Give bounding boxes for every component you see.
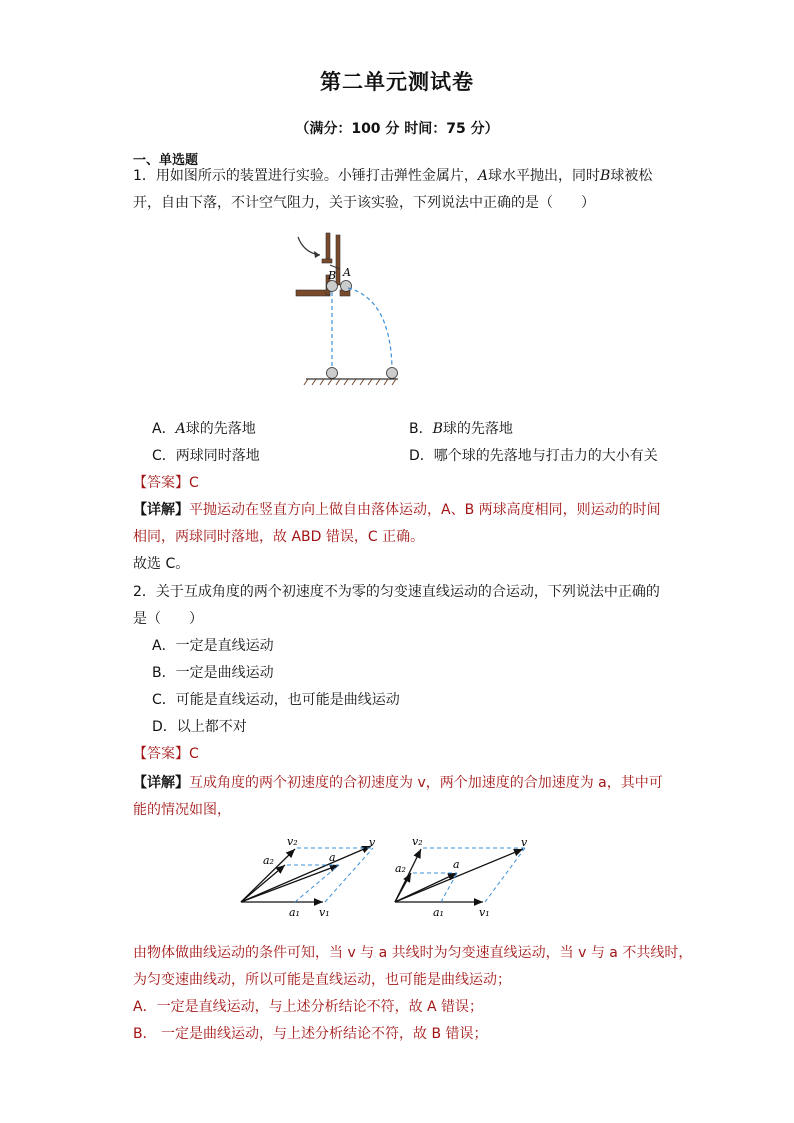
svg-text:v₁: v₁ <box>319 906 330 919</box>
vector-diagram-right <box>395 835 528 919</box>
q1-answer: 【答案】C <box>133 475 199 491</box>
svg-text:v₂: v₂ <box>412 835 423 848</box>
q2-option-c[interactable]: C．可能是直线运动，也可能是曲线运动 <box>152 692 400 708</box>
q2-vector-figure <box>235 830 545 920</box>
q1-stem-line1: 1．用如图所示的装置进行实验。小锤打击弹性金属片，A球水平抛出，同时B球被松 <box>133 168 653 184</box>
svg-text:a: a <box>329 851 336 864</box>
q1-detail-line2: 相同，两球同时落地，故 ABD 错误，C 正确。 <box>133 529 425 545</box>
q2-analysis-b: B． 一定是曲线运动，与上述分析结论不符，故 B 错误； <box>133 1026 488 1042</box>
q2-analysis-line1: 由物体做曲线运动的条件可知，当 v 与 a 共线时为匀变速直线运动，当 v 与 a 不共线时， <box>133 945 693 961</box>
q1-stem-line2: 开，自由下落，不计空气阻力，关于该实验，下列说法中正确的是（ ） <box>133 195 595 211</box>
q2-option-a[interactable]: A．一定是直线运动 <box>152 638 274 654</box>
q1-detail-line1: 【详解】平抛运动在竖直方向上做自由落体运动，A、B 两球高度相同，则运动的时间 <box>133 502 661 518</box>
svg-text:a: a <box>453 858 460 871</box>
q2-answer: 【答案】C <box>133 746 199 762</box>
ball-a-label: A <box>343 266 351 279</box>
q2-analysis-a: A．一定是直线运动，与上述分析结论不符，故 A 错误； <box>133 999 484 1015</box>
q2-option-d[interactable]: D．以上都不对 <box>152 719 247 735</box>
vector-diagram-left <box>241 835 376 919</box>
svg-text:v₂: v₂ <box>287 835 298 848</box>
svg-text:v₁: v₁ <box>479 906 490 919</box>
q2-stem-line2: 是（ ） <box>133 611 203 627</box>
q1-option-b[interactable]: B．B球的先落地 <box>409 421 513 437</box>
svg-text:v: v <box>369 836 376 849</box>
exam-info: （满分：100 分 时间：75 分） <box>295 121 499 137</box>
q2-stem-line1: 2．关于互成角度的两个初速度不为零的匀变速直线运动的合运动，下列说法中正确的 <box>133 584 660 600</box>
q2-detail-line2: 能的情况如图， <box>133 802 231 818</box>
section-heading: 一、单选题 <box>133 153 199 168</box>
q1-conclusion: 故选 C。 <box>133 556 190 572</box>
svg-text:a₂: a₂ <box>395 862 406 875</box>
page-title: 第二单元测试卷 <box>320 70 474 94</box>
svg-text:a₂: a₂ <box>263 854 274 867</box>
q2-detail-line1: 【详解】互成角度的两个初速度的合初速度为 v，两个加速度的合加速度为 a，其中可 <box>133 775 663 791</box>
ball-b-label: B <box>328 269 337 282</box>
q1-option-d[interactable]: D．哪个球的先落地与打击力的大小有关 <box>409 448 658 464</box>
svg-text:a₁: a₁ <box>289 906 300 919</box>
q2-analysis-line2: 为匀变速曲线动，所以可能是直线运动，也可能是曲线运动； <box>133 972 511 988</box>
q1-option-a[interactable]: A．A球的先落地 <box>152 421 256 437</box>
q1-option-c[interactable]: C．两球同时落地 <box>152 448 260 464</box>
svg-text:v: v <box>521 836 528 849</box>
q1-experiment-figure <box>290 225 410 387</box>
svg-text:a₁: a₁ <box>433 906 444 919</box>
q2-option-b[interactable]: B．一定是曲线运动 <box>152 665 274 681</box>
